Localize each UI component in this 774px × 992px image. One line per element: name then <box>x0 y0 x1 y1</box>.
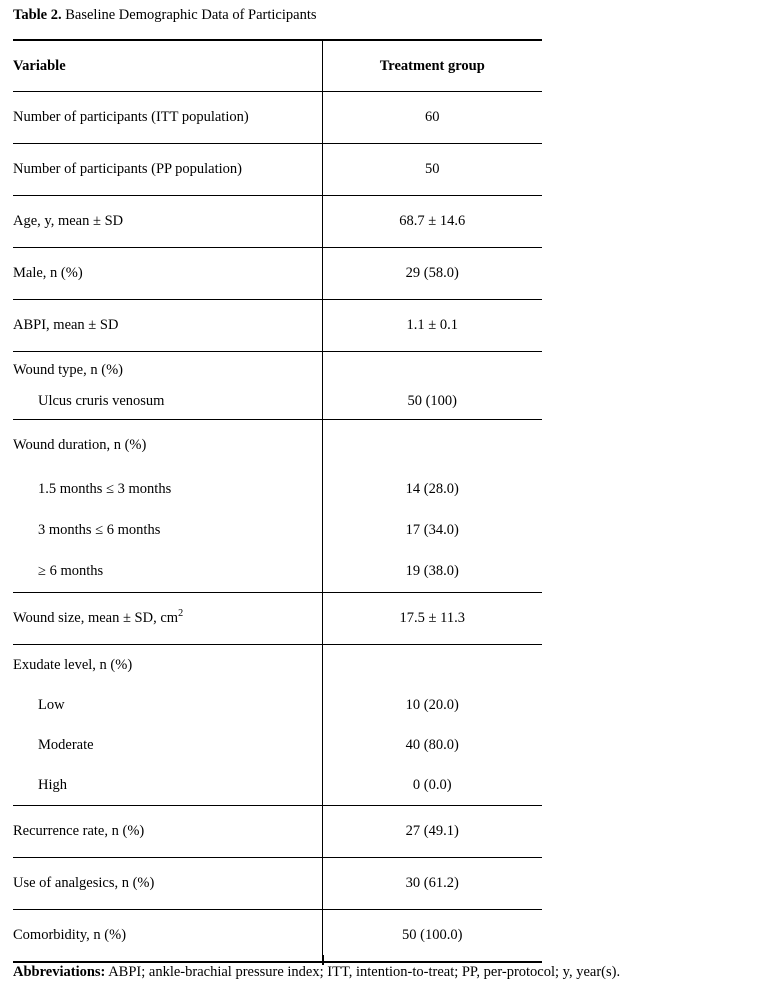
table-row-group-exudate-level <box>13 645 542 806</box>
group-title: Exudate level, n (%) <box>13 657 133 673</box>
row-label: Recurrence rate, n (%) <box>13 806 322 858</box>
table-footnote <box>13 963 765 982</box>
row-value: 60 <box>322 92 542 144</box>
group-subitem-label: Ulcus cruris venosum <box>38 392 165 409</box>
column-header-variable: Variable <box>13 40 322 92</box>
row-value: 50 (100.0) <box>322 910 542 963</box>
table-row-wound-size <box>13 593 542 645</box>
row-value-group <box>322 420 542 593</box>
caption-text: Baseline Demographic Data of Participants <box>61 7 317 23</box>
group-subitem-value: 50 (100) <box>407 392 458 409</box>
table-row <box>13 858 542 910</box>
row-label-group <box>13 645 322 806</box>
group-subitem-value: 0 (0.0) <box>412 777 452 793</box>
group-subitem-value: 14 (28.0) <box>405 480 459 497</box>
row-label: Comorbidity, n (%) <box>13 910 322 963</box>
group-spacer <box>323 355 543 386</box>
group-subitem-label: 3 months ≤ 6 months <box>38 521 161 538</box>
footnote-text: ABPI; ankle-brachial pressure index; ITT, intention-to-treat; PP, per-protocol; y, year(s). <box>105 964 621 980</box>
row-label <box>13 593 322 645</box>
group-title: Wound duration, n (%) <box>13 436 147 453</box>
group-subitem-value: 40 (80.0) <box>405 737 459 753</box>
row-label: Use of analgesics, n (%) <box>13 858 322 910</box>
table-header-row <box>13 40 542 92</box>
table-row <box>13 144 542 196</box>
group-spacer <box>323 421 543 469</box>
row-label-text: Wound size, mean ± SD, cm <box>13 610 179 626</box>
group-subitem-label: ≥ 6 months <box>38 562 104 579</box>
row-value: 27 (49.1) <box>322 806 542 858</box>
column-header-treatment-group: Treatment group <box>322 40 542 92</box>
row-value-group <box>322 352 542 420</box>
row-value: 68.7 ± 14.6 <box>322 196 542 248</box>
table-row <box>13 806 542 858</box>
row-label: Age, y, mean ± SD <box>13 196 322 248</box>
row-label-superscript: 2 <box>178 608 184 620</box>
table-row <box>13 300 542 352</box>
row-label-group <box>13 420 322 593</box>
group-title: Wound type, n (%) <box>13 361 123 378</box>
row-value: 1.1 ± 0.1 <box>322 300 542 352</box>
table-row-group-wound-duration <box>13 420 542 593</box>
baseline-demographics-table <box>13 39 542 963</box>
table-row <box>13 196 542 248</box>
group-subitem-value: 10 (20.0) <box>405 697 459 713</box>
row-value: 29 (58.0) <box>322 248 542 300</box>
group-subitem-value: 17 (34.0) <box>405 521 459 538</box>
footnote-label: Abbreviations: <box>13 964 106 980</box>
table-caption <box>13 6 317 24</box>
caption-label: Table 2. <box>13 7 62 23</box>
table-row <box>13 92 542 144</box>
row-value: 30 (61.2) <box>322 858 542 910</box>
row-label: ABPI, mean ± SD <box>13 300 322 352</box>
row-label-group <box>13 352 322 420</box>
table-row <box>13 248 542 300</box>
group-subitem-label: 1.5 months ≤ 3 months <box>38 480 172 497</box>
row-label: Male, n (%) <box>13 248 322 300</box>
row-label: Number of participants (ITT population) <box>13 92 322 144</box>
row-value-group <box>322 645 542 806</box>
group-subitem-label: Moderate <box>38 737 94 753</box>
group-spacer <box>323 645 543 685</box>
group-subitem-value: 19 (38.0) <box>405 562 459 579</box>
group-subitem-label: Low <box>38 697 65 713</box>
row-label: Number of participants (PP population) <box>13 144 322 196</box>
row-value: 50 <box>322 144 542 196</box>
group-subitem-label: High <box>38 777 67 793</box>
row-value: 17.5 ± 11.3 <box>322 593 542 645</box>
table-row <box>13 910 542 963</box>
table-row-group-wound-type <box>13 352 542 420</box>
